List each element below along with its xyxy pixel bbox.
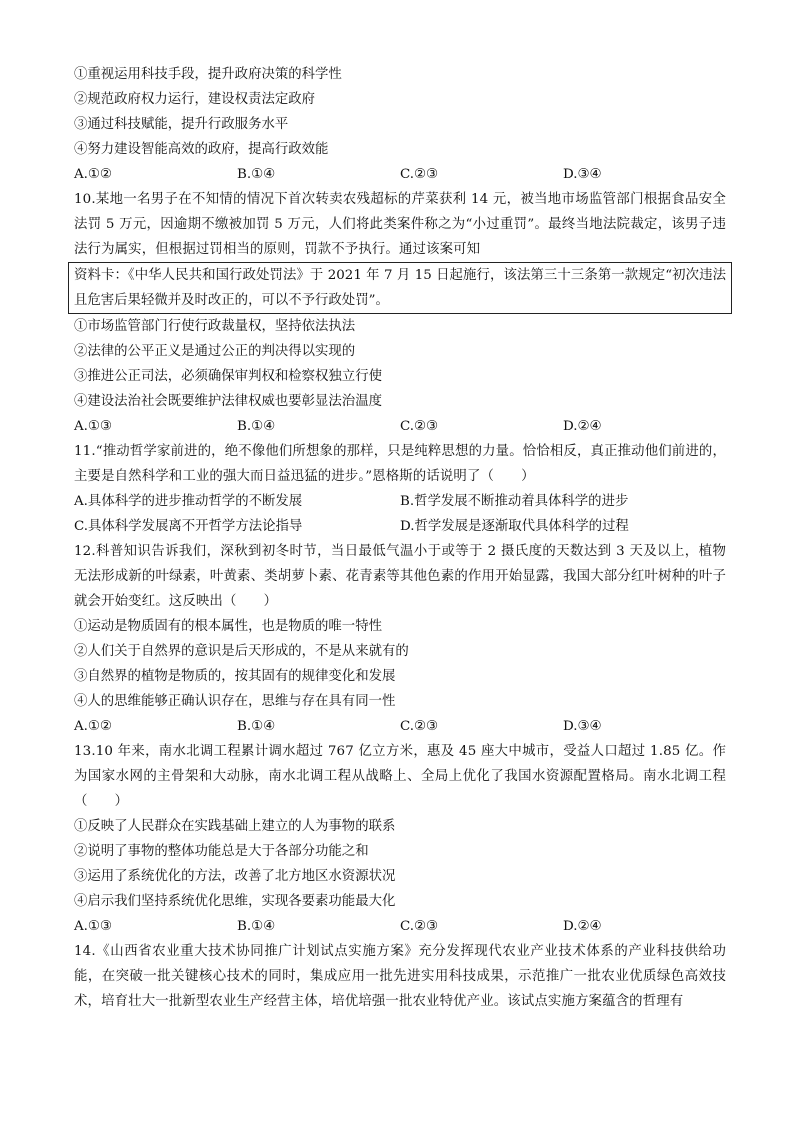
q9-statements [74,62,726,162]
q10-option-d: D.②④ [563,419,602,434]
q12-statements [74,614,726,714]
q13-statement-4: ④启示我们坚持系统优化思维，实现各要素功能最大化 [74,894,396,909]
q13-option-a: A.①③ [74,919,112,934]
q10-info-card: 资料卡：《中华人民共和国行政处罚法》于 2021 年 7 月 15 日起施行，该法第三十三条第一款规定“初次违法且危害后果轻微并及时改正的，可以不予行政处罚”。 [68,262,732,314]
q10-option-a: A.①③ [74,419,112,434]
q13-option-c: C.②③ [400,919,439,934]
q9-statement-1: ①重视运用科技手段，提升政府决策的科学性 [74,67,342,82]
q13-option-b: B.①④ [237,919,276,934]
q9-option-d: D.③④ [563,167,602,182]
q9-options [74,162,726,187]
q10-statement-3: ③推进公正司法，必须确保审判权和检察权独立行使 [74,369,382,384]
q10-option-c: C.②③ [400,419,439,434]
q9-statement-4: ④努力建设智能高效的政府，提高行政效能 [74,142,329,157]
q13-statement-3: ③运用了系统优化的方法，改善了北方地区水资源状况 [74,869,396,884]
q9-option-b: B.①④ [237,167,276,182]
q11-option-a: A.具体科学的进步推动哲学的不断发展 [74,494,303,509]
q13-statement-2: ②说明了事物的整体功能总是大于各部分功能之和 [74,844,369,859]
q10-statement-4: ④建设法治社会既要维护法律权威也要彰显法治温度 [74,394,382,409]
q12-option-d: D.③④ [563,719,602,734]
q14-stem: 14.《山西省农业重大技术协同推广计划试点实施方案》充分发挥现代农业产业技术体系的产业科技供给功能，在突破一批关键核心技术的同时，集成应用一批先进实用科技成果，示范推广一批农业优质绿色高效技术，培育壮大一批新型农业生产经营主体，培优培强一批农业特优产业。该试点实施方案蕴含的哲理有 [74,944,726,1009]
q13-stem: 13.10 年来，南水北调工程累计调水超过 767 亿立方米，惠及 45 座大中城市，受益人口超过 1.85 亿。作为国家水网的主骨架和大动脉，南水北调工程从战略上、全局上优化了我国水资源配置格局。南水北调工程（ ） [74,744,726,809]
q12-options [74,714,726,739]
q12-option-a: A.①② [74,719,112,734]
q12-option-b: B.①④ [237,719,276,734]
q9-option-a: A.①② [74,167,112,182]
q10-statement-2: ②法律的公平正义是通过公正的判决得以实现的 [74,344,356,359]
q13-options [74,914,726,939]
q13-statements [74,814,726,914]
q13-statement-1: ①反映了人民群众在实践基础上建立的人为事物的联系 [74,819,396,834]
q10-stem: 10.某地一名男子在不知情的情况下首次转卖农残超标的芹菜获利 14 元，被当地市场监管部门根据食品安全法罚 5 万元，因逾期不缴被加罚 5 万元，人们将此类案件称之为“小过重罚”。最终当地法院裁定，该男子违法行为属实，但根据过罚相当的原则，罚款不予执行。通过该案可知 [74,192,726,257]
q9-statement-2: ②规范政府权力运行，建设权责法定政府 [74,92,316,107]
q9-statement-3: ③通过科技赋能，提升行政服务水平 [74,117,289,132]
q12-statement-4: ④人的思维能够正确认识存在，思维与存在具有同一性 [74,694,396,709]
exam-page [74,62,726,1014]
q11-option-b: B.哲学发展不断推动着具体科学的进步 [400,494,629,509]
q12-stem: 12.科普知识告诉我们，深秋到初冬时节，当日最低气温小于或等于 2 摄氏度的天数达到 3 天及以上，植物无法形成新的叶绿素，叶黄素、类胡萝卜素、花青素等其他色素的作用开始显露，我国大部分红叶树种的叶子就会开始变红。这反映出（ ） [74,544,726,609]
q10-statement-1: ①市场监管部门行使行政裁量权，坚持依法执法 [74,319,356,334]
q11-options-row-1 [74,489,726,514]
q12-statement-1: ①运动是物质固有的根本属性，也是物质的唯一特性 [74,619,382,634]
q12-statement-2: ②人们关于自然界的意识是后天形成的，不是从来就有的 [74,644,409,659]
q9-option-c: C.②③ [400,167,439,182]
q13-option-d: D.②④ [563,919,602,934]
q12-statement-3: ③自然界的植物是物质的，按其固有的规律变化和发展 [74,669,396,684]
q11-options-row-2 [74,514,726,539]
q11-stem: 11.“推动哲学家前进的，绝不像他们所想象的那样，只是纯粹思想的力量。恰恰相反，真正推动他们前进的，主要是自然科学和工业的强大而日益迅猛的进步。”恩格斯的话说明了（ ） [74,444,726,484]
q10-option-b: B.①④ [237,419,276,434]
q10-statements [74,314,726,414]
q10-options [74,414,726,439]
q11-option-c: C.具体科学发展离不开哲学方法论指导 [74,519,303,534]
q11-option-d: D.哲学发展是逐渐取代具体科学的过程 [400,519,629,534]
q12-option-c: C.②③ [400,719,439,734]
